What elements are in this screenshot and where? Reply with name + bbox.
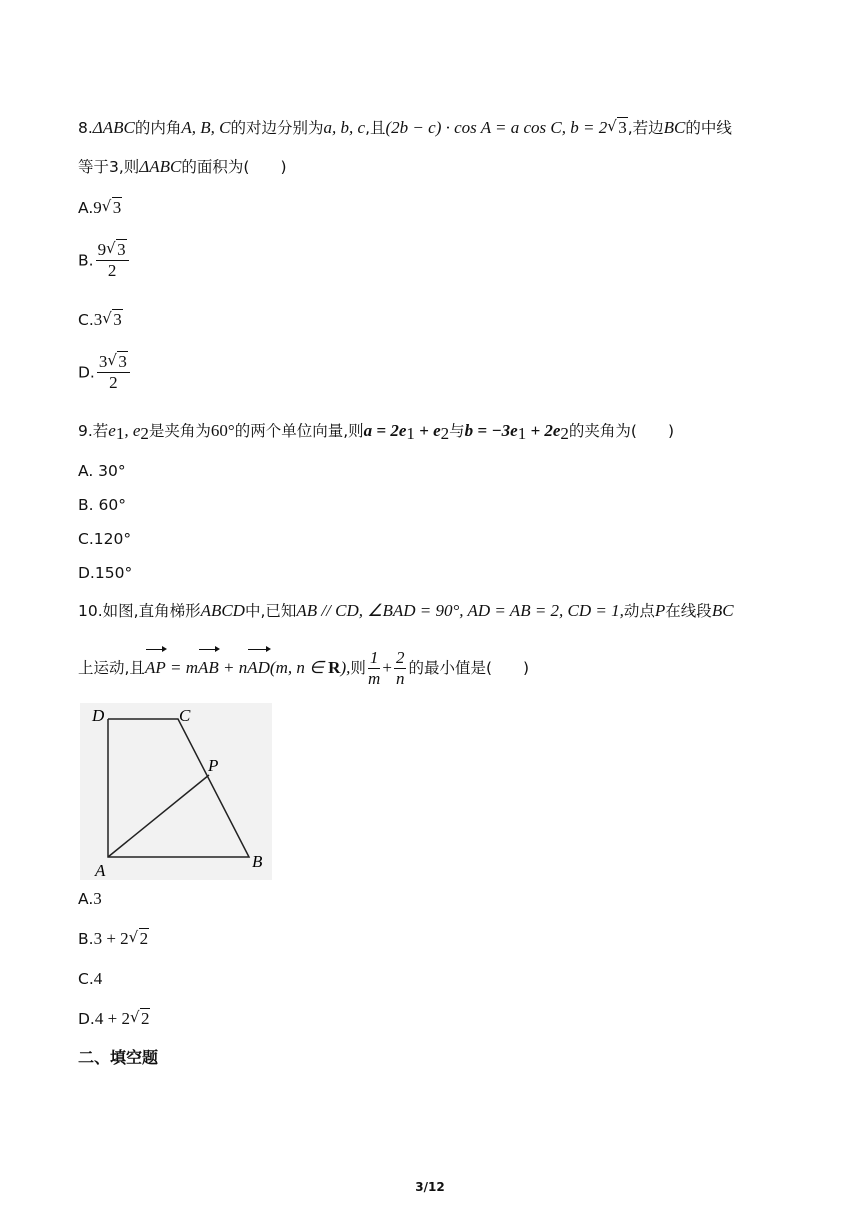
q10-option-a: A.3 (78, 889, 102, 908)
section-title: 二、填空题 (78, 1048, 159, 1067)
q8-line-2: 等于3,则ΔABC的面积为( ) (78, 157, 287, 176)
sqrt: √ 3 (607, 117, 627, 137)
q9-option-a: A. 30° (78, 462, 126, 480)
trapezoid-figure (80, 703, 272, 880)
label-d: D (92, 706, 105, 725)
q10-option-d: D.4 + 2 √ 2 (78, 1008, 150, 1028)
q8-number: 8. (78, 119, 93, 137)
label-a: A (95, 861, 106, 880)
q8-option-a: A.9 √ 3 (78, 197, 122, 217)
q9-option-c: C.120° (78, 530, 132, 548)
figure-background (80, 703, 272, 880)
q10-option-b: B.3 + 2 √ 2 (78, 928, 149, 948)
label-c: C (179, 706, 191, 725)
q9-option-d: D.150° (78, 564, 133, 582)
q10-line-2: 上运动,且AP = mAB + nAD(m, n ∈ R),则 $\frac{1}{m}$ + $\frac{2}{n}$ 的最小值是( ) (78, 648, 530, 688)
q8-option-d: D. 3 √ 3 2 (78, 352, 132, 393)
q9-line-1: 9.若$e_1$, $e_2$是夹角为60°的两个单位向量,则$a = 2e_1 + e_2$与$b = -3e_1 + 2e_2$的夹角为( ) (78, 421, 675, 443)
q10-option-c: C.4 (78, 969, 103, 988)
label-p: P (208, 756, 219, 775)
q9-option-b: B. 60° (78, 496, 126, 514)
label-b: B (252, 852, 263, 871)
q8-option-c: C.3 √ 3 (78, 309, 122, 329)
page-number: 3/12 (415, 1180, 445, 1194)
q8-line-1: 8.ΔABC的内角A, B, C的对边分别为a, b, c,且(2b − c) · cos A = a cos C, b = 2 √ 3,若边BC的中线 (78, 117, 732, 137)
q10-line-1: 10.如图,直角梯形ABCD中,已知AB // CD, ∠BAD = 90°, AD = AB = 2, CD = 1,动点P在线段BC (78, 601, 734, 620)
q8-option-b: B. 9 √ 3 2 (78, 240, 131, 281)
